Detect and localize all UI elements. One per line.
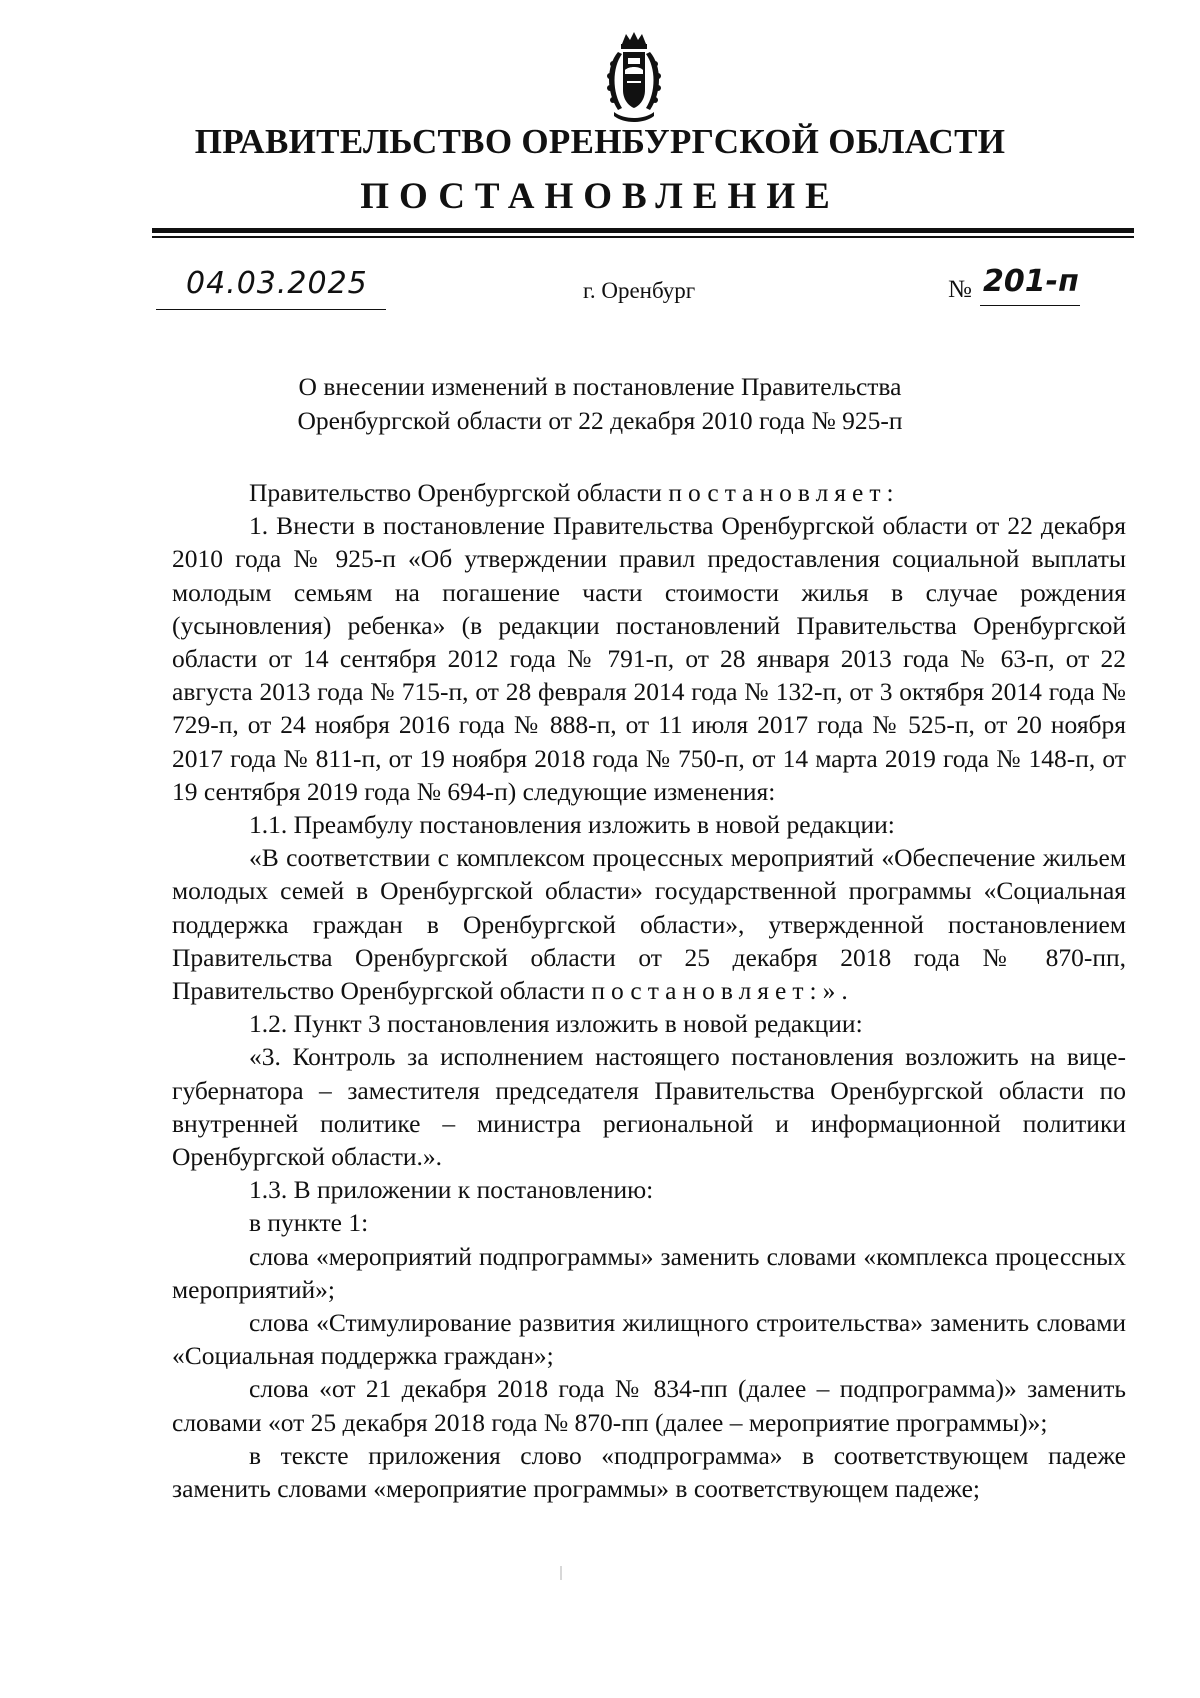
document-body [172, 476, 1126, 1505]
paragraph-1: 1. Внести в постановление Правительства Оренбургской области от 22 декабря 2010 года № 925-п «Об утверждении правил предоставления социальной выплаты молодым семьям на погашение части стоимости жилья в случае рождения (усыновления) ребенка» (в редакции постановлений Правительства Оренбургской области от 14 сентября 2012 года № 791-п, от 28 января 2013 года № 63-п, от 22 августа 2013 года № 715-п, от 28 февраля 2014 года № 132-п, от 3 октября 2014 года № 729-п, от 24 ноября 2016 года № 888-п, от 11 июля 2017 года № 525-п, от 20 ноября 2017 года № 811-п, от 19 ноября 2018 года № 750-п, от 14 марта 2019 года № 148-п, от 19 сентября 2019 года № 694-п) следующие изменения: [172, 511, 1126, 806]
document-city: г. Оренбург [583, 278, 696, 303]
intro-paragraph [172, 476, 1126, 509]
document-date: 04.03.2025 [186, 266, 368, 301]
paragraph-1-2: 1.2. Пункт 3 постановления изложить в новой редакции: [249, 1009, 863, 1039]
paragraph-1-3-e: в тексте приложения слово «подпрограмма» в соответствующем падеже заменить словами «мероприятие программы» в соответствующем падеже; [172, 1440, 1126, 1504]
document-type-title: ПОСТАНОВЛЕНИЕ [360, 176, 840, 217]
paragraph-1-3-b: слова «мероприятий подпрограммы» заменить словами «комплекса процессных мероприятий»; [172, 1241, 1126, 1304]
paragraph-1-3: 1.3. В приложении к постановлению: [249, 1175, 654, 1205]
subject-line-2: Оренбургской области от 22 декабря 2010 года № 925-п [297, 406, 903, 435]
paragraph-1-1: 1.1. Преамбулу постановления изложить в новой редакции: [249, 810, 895, 840]
preamble-paragraph [172, 841, 1126, 1007]
government-name: ПРАВИТЕЛЬСТВО ОРЕНБУРГСКОЙ ОБЛАСТИ [194, 122, 1006, 161]
header-rule-thin [152, 236, 1134, 238]
paragraph-1-3-c: слова «Стимулирование развития жилищного строительства» заменить словами «Социальная поддержка граждан»; [172, 1308, 1126, 1371]
document-number: 201-п [983, 264, 1079, 299]
number-underline [980, 305, 1080, 306]
document-subject [0, 370, 1200, 438]
preamble-text: «В соответствии с комплексом процессных мероприятий «Обеспечение жильем молодых семей в Оренбургской области» государственной программы «Социальная поддержка граждан в Оренбургской области», утвержденной постановлением Правительства Оренбургской области от 25 декабря 2018 года № 870-пп, Правительство Оренбургской области [172, 843, 1126, 1006]
intro-prefix: Правительство Оренбургской области [249, 478, 662, 507]
paragraph-1-3-d: слова «от 21 декабря 2018 года № 834-пп (далее – подпрограмма)» заменить словами «от 25 декабря 2018 года № 870-пп (далее – мероприятие программы)»; [172, 1374, 1126, 1437]
oblast-coat-of-arms-icon [604, 30, 664, 126]
intro-verb: постановляет: [668, 478, 900, 507]
paragraph-1-3-a: в пункте 1: [249, 1208, 369, 1238]
subject-line-1: О внесении изменений в постановление Правительства [298, 372, 902, 401]
date-underline [156, 309, 386, 310]
header-rule-thick [152, 228, 1134, 233]
paragraph-1-2-text: «3. Контроль за исполнением настоящего постановления возложить на вице-губернатора – заместителя председателя Правительства Оренбургской области по внутренней политике – министра региональной и информационной политики Оренбургской области.». [172, 1042, 1126, 1172]
scan-mark [560, 1566, 562, 1580]
preamble-verb: постановляет:». [591, 976, 854, 1006]
number-label: № [948, 276, 972, 303]
